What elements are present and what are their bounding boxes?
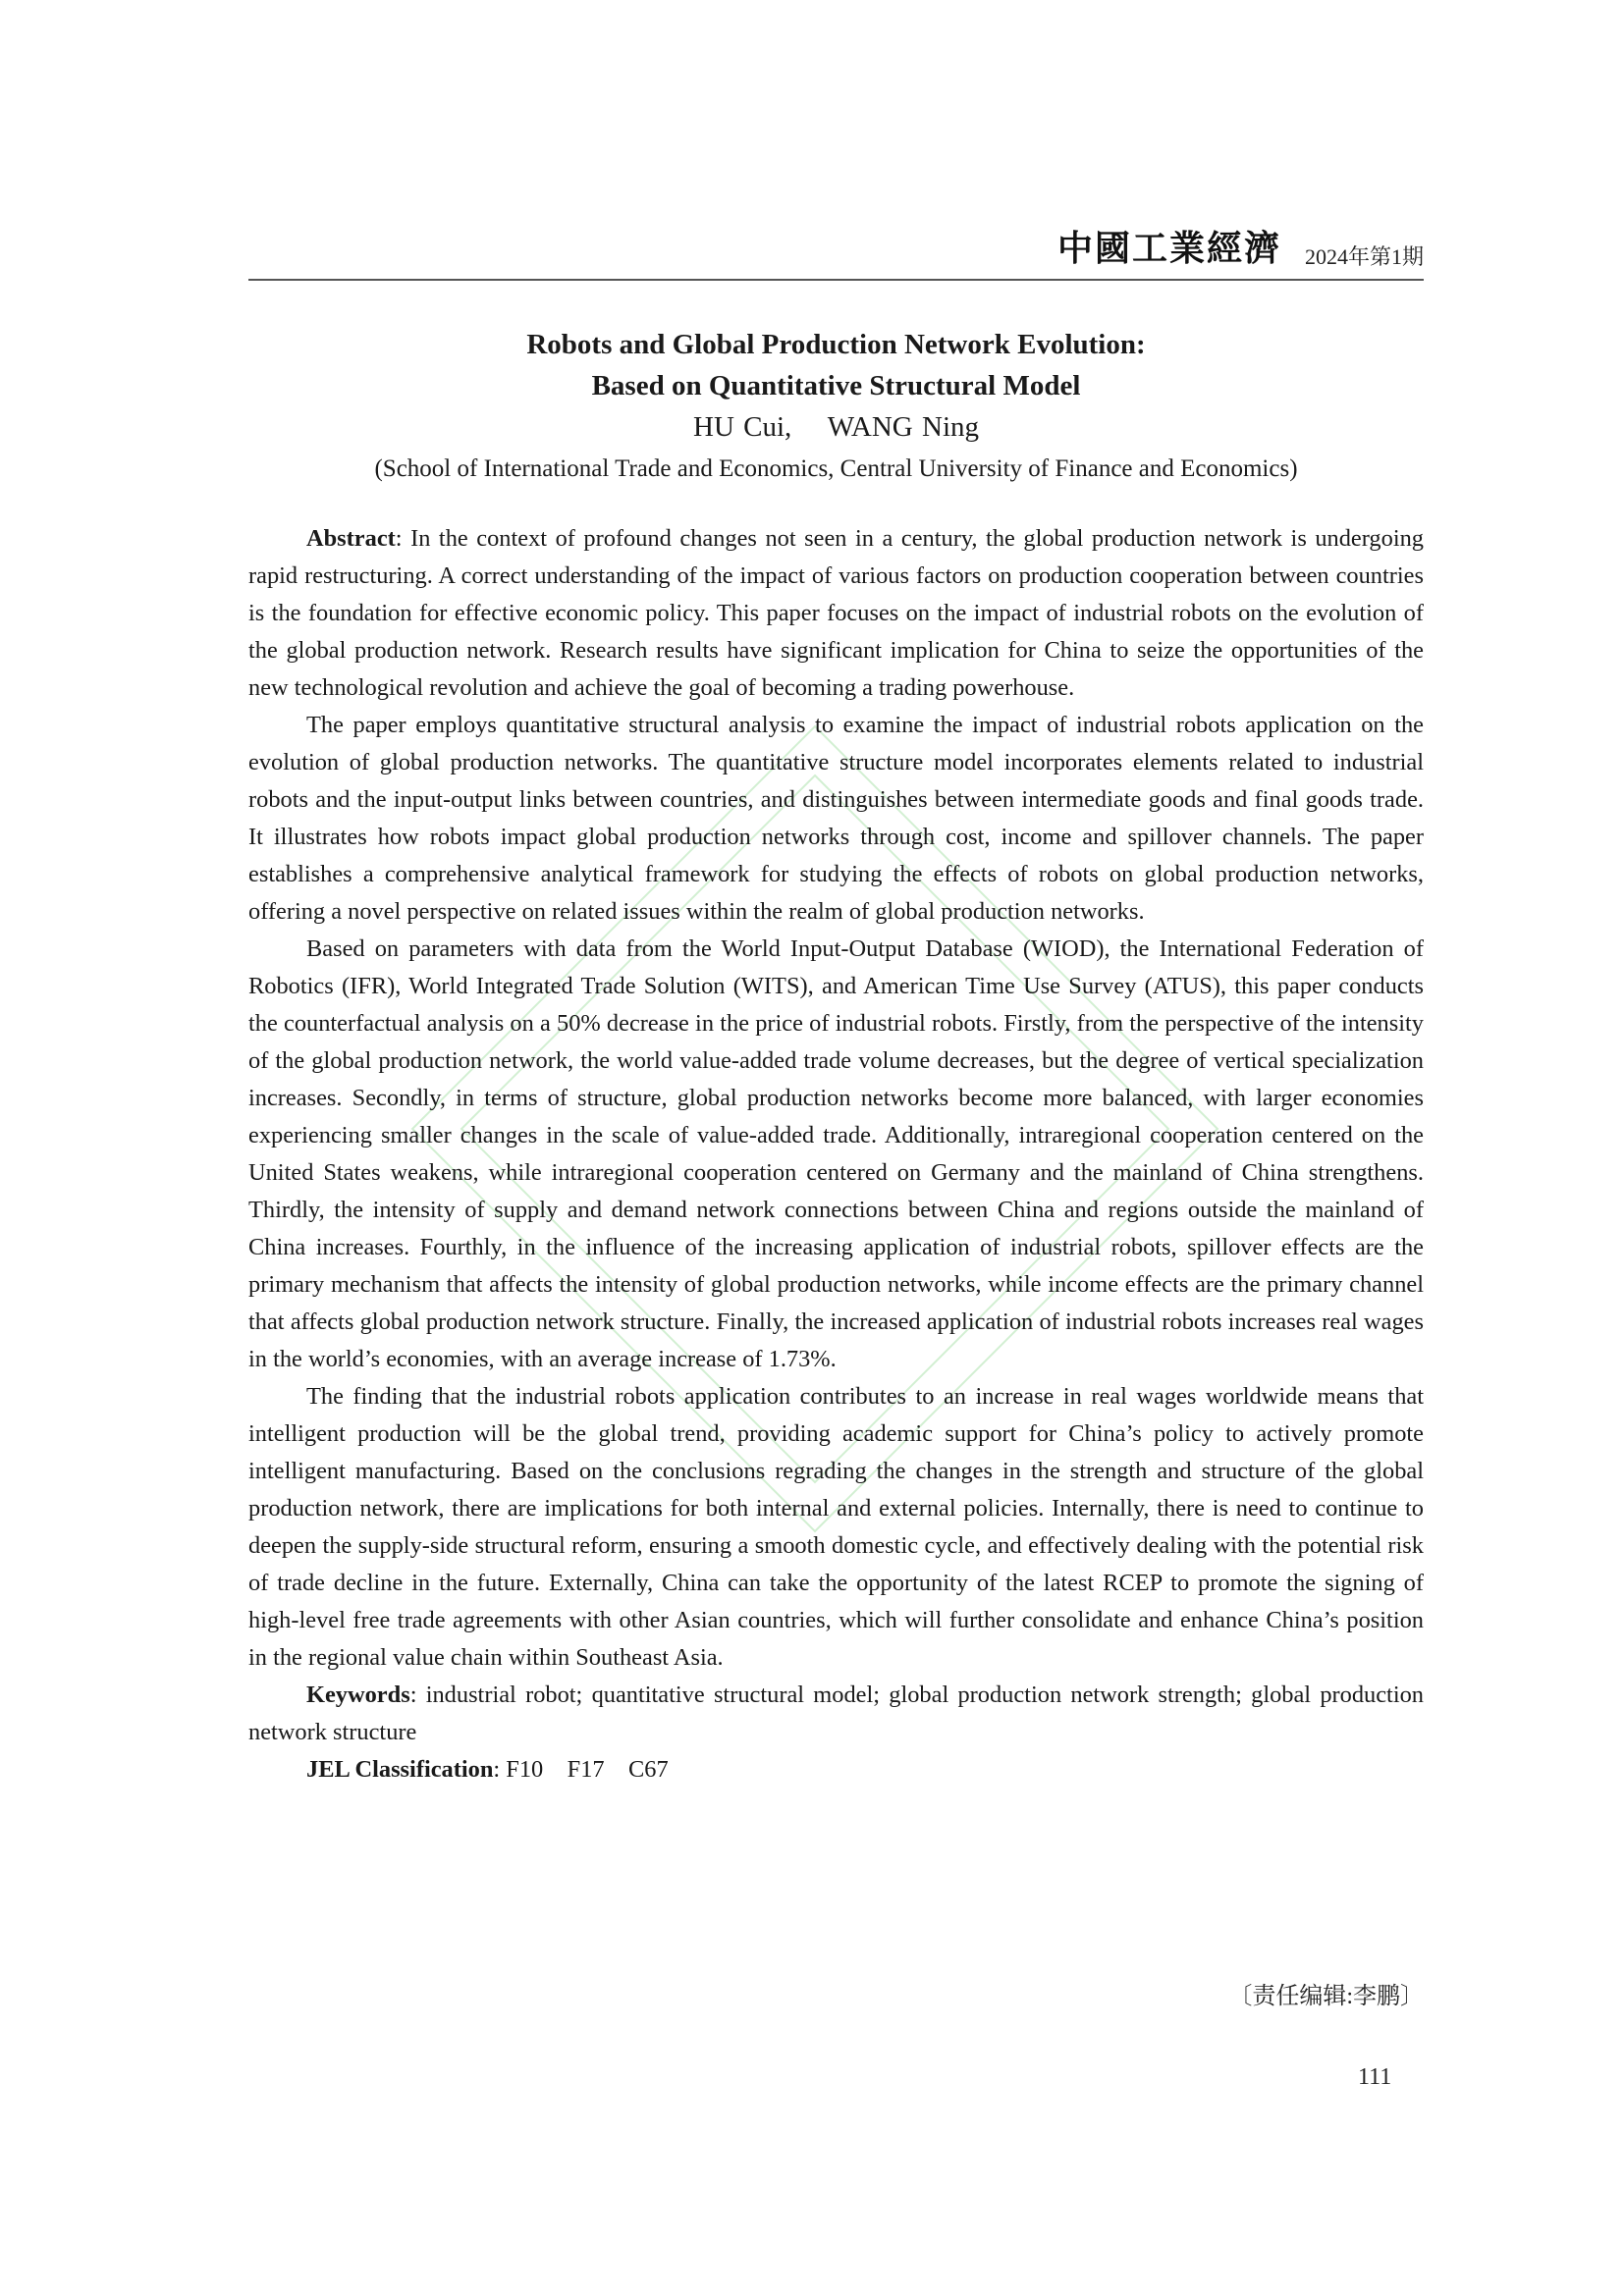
jel-label: JEL Classification [306,1756,494,1783]
paper-title-line-1: Robots and Global Production Network Evolution: [526,329,1146,360]
jel-text: F10 F17 C67 [506,1756,669,1783]
abstract-section [248,520,1424,1789]
abstract-text-1: In the context of profound changes not seen in a century, the global production network is undergoing rapid restructuring. A correct understanding of the impact of various factors on production cooperation between countries is the foundation for effective economic policy. This paper focuses on the impact of industrial robots on the evolution of the global production network. Research results have significant implication for China to seize the opportunities of the new technological revolution and achieve the goal of becoming a trading powerhouse. [248,525,1424,701]
abstract-paragraph-3: Based on parameters with data from the World Input-Output Database (WIOD), the International Federation of Robotics (IFR), World Integrated Trade Solution (WITS), and American Time Use Survey (ATUS), this paper conducts the counterfactual analysis on a 50% decrease in the price of industrial robots. Firstly, from the perspective of the intensity of the global production network, the world value-added trade volume decreases, but the degree of vertical specialization increases. Secondly, in terms of structure, global production networks become more balanced, with larger economies experiencing smaller changes in the scale of value-added trade. Additionally, intraregional cooperation centered on the United States weakens, while intraregional cooperation centered on Germany and the mainland of China strengthens. Thirdly, the intensity of supply and demand network connections between China and regions outside the mainland of China increases. Fourthly, in the influence of the increasing application of industrial robots, spillover effects are the primary mechanism that affects the intensity of global production networks, while income effects are the primary channel that affects global production network structure. Finally, the increased application of industrial robots increases real wages in the world’s economies, with an average increase of 1.73%. [248,935,1424,1372]
keywords-label: Keywords [306,1682,410,1708]
journal-logo: 中國工業經濟 [1056,229,1281,269]
page-header [248,224,1424,281]
abstract-paragraph-4: The finding that the industrial robots application contributes to an increase in real wages worldwide means that intelligent production will be the global trend, providing academic support for China’s policy to actively promote intelligent manufacturing. Based on the conclusions regrading the changes in the strength and structure of the global production network, there are implications for both internal and external policies. Internally, there is need to continue to deepen the supply-side structural reform, ensuring a smooth domestic cycle, and effectively dealing with the potential risk of trade decline in the future. Externally, China can take the opportunity of the latest RCEP to promote the signing of high-level free trade agreements with other Asian countries, which will further consolidate and enhance China’s position in the regional value chain within Southeast Asia. [248,1383,1424,1671]
keywords-label-separator: : [409,1682,426,1708]
page-number: 111 [1358,2064,1392,2090]
authors: HU Cui, WANG Ning [693,411,979,443]
jel-label-separator: : [493,1756,507,1783]
paper-title-line-2: Based on Quantitative Structural Model [591,370,1081,401]
abstract-label-separator: : [395,525,411,552]
abstract-paragraph-1 [248,520,1424,707]
keywords-paragraph [248,1677,1424,1751]
affiliation: (School of International Trade and Economics, Central University of Finance and Economics) [374,455,1298,482]
abstract-paragraph-2: The paper employs quantitative structural analysis to examine the impact of industrial robots application on the evolution of global production networks. The quantitative structure model incorporates elements related to industrial robots and the input-output links between countries, and distinguishes between intermediate goods and final goods trade. It illustrates how robots impact global production networks through cost, income and spillover channels. The paper establishes a comprehensive analytical framework for studying the effects of robots on global production networks, offering a novel perspective on related issues within the realm of global production networks. [248,712,1424,925]
title-block [248,324,1424,489]
responsible-editor: 〔责任编辑:李鹏〕 [1228,1984,1424,2009]
jel-paragraph [248,1751,1424,1789]
keywords-text: industrial robot; quantitative structural model; global production network strength; global production network structure [248,1682,1424,1745]
abstract-label: Abstract [306,525,396,552]
issue-label: 2024年第1期 [1304,244,1424,269]
